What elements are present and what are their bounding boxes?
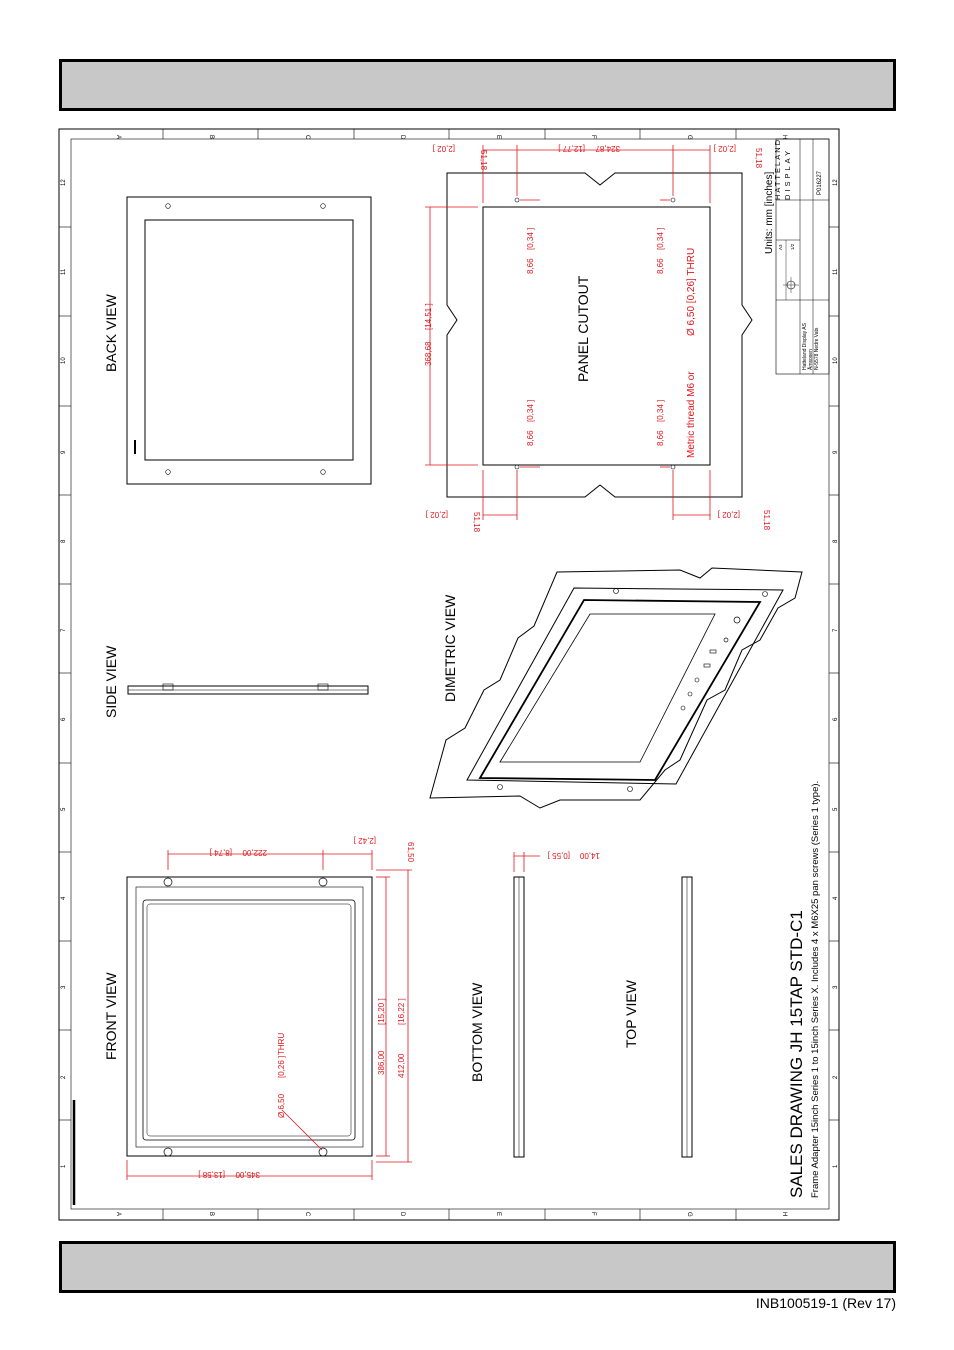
dim-cutout-inset-3: 8,66 (656, 258, 665, 274)
grid-letter: A (115, 1212, 121, 1217)
panel-cutout (447, 173, 752, 497)
dim-cutout-width-in: [12,77 ] (558, 144, 585, 153)
grid-number: 1 (61, 1164, 67, 1168)
side-view (103, 645, 368, 718)
back-view-label: BACK VIEW (103, 294, 119, 372)
front-view (74, 877, 372, 1205)
dim-cutout-edge-bl-in: [2,02 ] (425, 510, 448, 519)
panel-cutout-dimension-labels (424, 144, 771, 533)
grid-letter: A (115, 135, 121, 140)
dim-front-height-2: 412,00 (397, 1053, 406, 1078)
dim-front-hole-thru: THRU (277, 1032, 286, 1055)
dim-front-width-in: [13,58 ] (198, 1170, 225, 1179)
dim-cutout-width: 324,87 (595, 144, 620, 153)
grid-letter: F (590, 135, 596, 139)
dim-cutout-inset-4-in: [0,34 ] (656, 399, 665, 422)
dim-cutout-height: 368,68 (424, 341, 433, 366)
grid-number: 7 (833, 628, 839, 632)
footer-bar (59, 1241, 896, 1293)
grid-letter: G (686, 1212, 692, 1217)
dim-front-hole: Ø 6,50 (277, 1093, 286, 1118)
dim-cutout-edge-tr-in: [2,02 ] (713, 144, 736, 153)
sheet-number: 1/2 (790, 243, 795, 250)
panel-cutout-label: PANEL CUTOUT (575, 275, 591, 382)
grid-letter: C (304, 1212, 310, 1217)
document-reference: INB100519-1 (Rev 17) (755, 1295, 896, 1311)
dim-cutout-inset-4: 8,66 (656, 430, 665, 446)
dim-front-edge: 61,50 (406, 842, 415, 863)
grid-letters-bottom (115, 1212, 787, 1217)
dim-cutout-edge-br: 51,18 (762, 510, 771, 531)
brand-line-2: DISPLAY (783, 147, 792, 200)
grid-number: 5 (833, 807, 839, 811)
drawing-number: P016227 (817, 170, 823, 195)
front-view-label: FRONT VIEW (103, 972, 119, 1060)
dimetric-view (430, 568, 802, 808)
grid-number: 10 (833, 357, 839, 364)
grid-number: 1 (833, 1164, 839, 1168)
dim-bottom-depth: 14,00 (579, 851, 600, 860)
dim-bottom-depth-in: [0,55 ] (547, 851, 570, 860)
bottom-view-dimensions (514, 852, 540, 872)
units-label: Units: mm [inches] (764, 171, 775, 254)
grid-number: 11 (833, 268, 839, 275)
dimetric-view-label: DIMETRIC VIEW (442, 594, 458, 702)
bottom-view-dimension-labels (548, 851, 600, 860)
back-view (103, 197, 371, 484)
dim-cutout-inset-2: 8,66 (526, 430, 535, 446)
dim-cutout-inset-1: 8,66 (526, 258, 535, 274)
grid-number: 12 (833, 179, 839, 186)
front-view-dimension-labels (198, 836, 415, 1179)
dim-front-hole-span: 222,00 (242, 848, 267, 857)
grid-letter: F (590, 1212, 596, 1216)
drawing-title: SALES DRAWING JH 15TAP STD-C1 (787, 910, 806, 1198)
dim-front-height-2-in: [16,22 ] (397, 998, 406, 1025)
title-block (773, 138, 829, 374)
brand-line-1: HATTELAND (773, 137, 782, 200)
dim-cutout-edge-bl: 51,18 (472, 512, 481, 533)
grid-number: 9 (61, 450, 67, 454)
grid-letter: E (495, 135, 501, 140)
dim-cutout-edge-br-in: [2,02 ] (717, 510, 740, 519)
grid-number: 9 (833, 450, 839, 454)
grid-letter: G (686, 135, 692, 140)
grid-number: 7 (61, 628, 67, 632)
grid-numbers-left (61, 179, 67, 1168)
grid-number: 3 (833, 985, 839, 989)
grid-number: 12 (61, 179, 67, 186)
dim-cutout-inset-3-in: [0,34 ] (656, 227, 665, 250)
dim-front-edge-in: [2,42 ] (353, 836, 376, 845)
drawing-subtitle: Frame Adapter 15inch Series 1 to 15inch Series X. Includes 4 x M6X25 pan screws (Series 1 type). (810, 780, 821, 1198)
company-address-2: N-5578 Nedre Vats (814, 327, 820, 370)
sheet-size: A3 (778, 244, 783, 250)
grid-number: 3 (61, 985, 67, 989)
dim-cutout-thread: Metric thread M6 or (686, 371, 697, 458)
dim-cutout-edge-tr: 51,18 (754, 148, 763, 169)
bottom-view (469, 877, 524, 1157)
grid-numbers-right (833, 179, 839, 1168)
grid-number: 10 (61, 357, 67, 364)
dim-cutout-hole: Ø 6,50 [0,26] THRU (686, 247, 697, 336)
dim-cutout-inset-1-in: [0,34 ] (526, 227, 535, 250)
grid-letter: D (399, 135, 405, 140)
dim-front-hole-span-in: [8,74 ] (209, 848, 232, 857)
company-address-1: Åmsosen (808, 349, 814, 370)
grid-number: 5 (61, 807, 67, 811)
grid-letter: B (208, 135, 214, 140)
side-view-label: SIDE VIEW (103, 645, 119, 718)
dim-front-hole-in: [0,26 ] (277, 1055, 286, 1078)
grid-letter: D (399, 1212, 405, 1217)
grid-number: 4 (61, 896, 67, 900)
grid-number: 4 (833, 896, 839, 900)
dim-front-width: 345,00 (235, 1170, 260, 1179)
bottom-view-label: BOTTOM VIEW (469, 982, 485, 1082)
top-view (623, 877, 692, 1157)
grid-letter: E (495, 1212, 501, 1217)
grid-number: 8 (833, 539, 839, 543)
dim-cutout-edge-tl-in: [2,02 ] (432, 144, 455, 153)
dim-cutout-height-in: [14,51 ] (424, 303, 433, 330)
dim-cutout-edge-tl: 51,18 (479, 150, 488, 171)
grid-number: 8 (61, 539, 67, 543)
grid-number: 6 (61, 717, 67, 721)
grid-number: 11 (61, 268, 67, 275)
grid-letter: H (781, 135, 787, 140)
grid-letter: C (304, 135, 310, 140)
panel-cutout-dimensions (425, 145, 710, 520)
grid-number: 2 (833, 1075, 839, 1079)
dim-cutout-inset-2-in: [0,34 ] (526, 399, 535, 422)
dim-front-height-1-in: [15,20 ] (377, 998, 386, 1025)
grid-number: 2 (61, 1075, 67, 1079)
front-view-dimensions (127, 850, 412, 1180)
company-name: Hatteland Display AS (802, 323, 808, 370)
grid-letter: B (208, 1212, 214, 1217)
grid-letter: H (781, 1212, 787, 1217)
grid-number: 6 (833, 717, 839, 721)
top-view-label: TOP VIEW (623, 980, 639, 1048)
dim-front-height-1: 386,00 (377, 1050, 386, 1075)
